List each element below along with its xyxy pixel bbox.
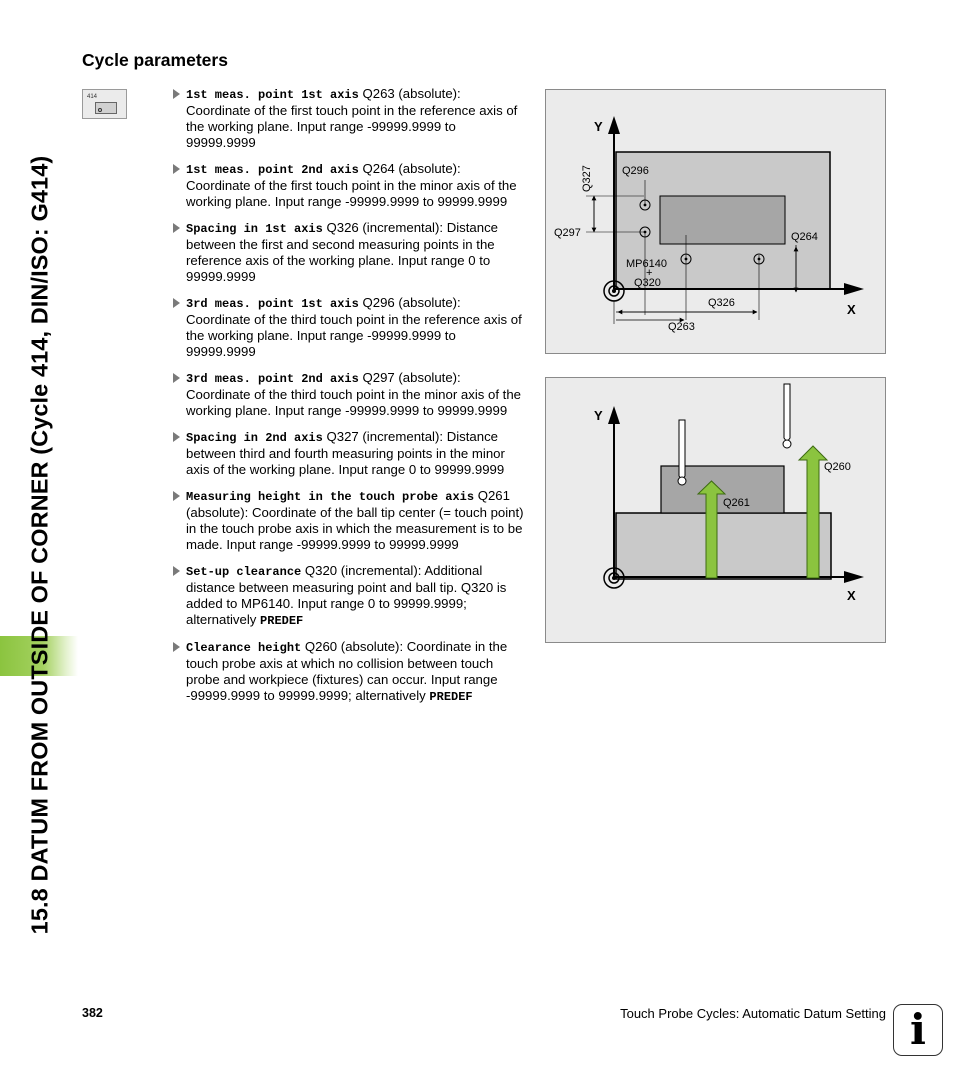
figure-side-view-drawing [546, 378, 887, 644]
workpiece-inner-step [660, 196, 785, 244]
bullet-arrow-icon [173, 164, 180, 174]
figure-top-view [545, 89, 886, 354]
cycle-414-softkey-icon [82, 89, 127, 119]
mp6140-label: MP6140 [626, 258, 667, 270]
param-q297: 3rd meas. point 2nd axis Q297 (absolute): Coordinate of the third touch point in the minor axis of the working plane. Input range -99999.9999 to 99999.9999 [172, 370, 526, 419]
figure-side-view [545, 377, 886, 643]
x-axis-arrowhead-icon [844, 571, 864, 583]
probe-stylus-clearance-icon [784, 384, 790, 442]
bullet-arrow-icon [173, 642, 180, 652]
footer-chapter-text: Touch Probe Cycles: Automatic Datum Setting [620, 1006, 886, 1021]
softkey-label: 414 [87, 94, 98, 100]
y-axis-label: Y [594, 119, 603, 134]
bullet-arrow-icon [173, 566, 180, 576]
x-axis-arrowhead-icon [844, 283, 864, 295]
q327-label: Q327 [581, 165, 593, 192]
info-icon [893, 1004, 943, 1056]
param-q327: Spacing in 2nd axis Q327 (incremental): Distance between third and fourth measuring points in the minor axis of the working plane. Input range 0 to 99999.9999 [172, 429, 526, 478]
param-q260: Clearance height Q260 (absolute): Coordinate in the touch probe axis at which no collision between touch probe and workpiece (fixtures) can occur. Input range -99999.9999 to 99999.9999; alternatively PREDEF [172, 639, 526, 705]
bullet-arrow-icon [173, 491, 180, 501]
softkey-workpiece-icon [95, 102, 117, 114]
bullet-arrow-icon [173, 89, 180, 99]
q326-label: Q326 [708, 297, 735, 309]
section-heading: Cycle parameters [82, 50, 228, 70]
param-q296: 3rd meas. point 1st axis Q296 (absolute): Coordinate of the third touch point in the reference axis of the working plane. Input range -99999.9999 to 99999.9999 [172, 295, 526, 360]
q264-label: Q264 [791, 231, 818, 243]
side-chapter-title: 15.8 DATUM FROM OUTSIDE OF CORNER (Cycle 414, DIN/ISO: G414) [26, 155, 53, 935]
info-glyph: i [910, 1005, 926, 1054]
x-axis-label: X [847, 302, 856, 317]
param-q261: Measuring height in the touch probe axis Q261 (absolute): Coordinate of the ball tip center (= touch point) in the touch probe axis in which the measurement is to be made. Input range -99999.9999 to 99999.9999 [172, 488, 526, 553]
param-q326: Spacing in 1st axis Q326 (incremental): Distance between the first and second measuring points in the reference axis of the working plane. Input range 0 to 99999.9999 [172, 220, 526, 285]
param-q264: 1st meas. point 2nd axis Q264 (absolute): Coordinate of the first touch point in the minor axis of the working plane. Input range -99999.9999 to 99999.9999 [172, 161, 526, 210]
plus-label: + [646, 267, 653, 279]
q320-label: Q320 [634, 277, 661, 289]
q263-label: Q263 [668, 321, 695, 333]
x-axis-label: X [847, 588, 856, 603]
workpiece-base [616, 513, 831, 579]
probe-stylus-measuring-icon [679, 420, 685, 480]
q296-label: Q296 [622, 165, 649, 177]
q297-label: Q297 [554, 227, 581, 239]
bullet-arrow-icon [173, 432, 180, 442]
y-axis-arrowhead-icon [608, 116, 620, 134]
page-number: 382 [82, 1006, 103, 1020]
bullet-arrow-icon [173, 298, 180, 308]
bullet-arrow-icon [173, 223, 180, 233]
q261-label: Q261 [723, 497, 750, 509]
param-q320: Set-up clearance Q320 (incremental): Additional distance between measuring point and ball tip. Q320 is added to MP6140. Input range 0 to 99999.9999; alternatively PREDEF [172, 563, 526, 629]
parameter-list [172, 86, 526, 715]
figure-top-view-drawing [546, 90, 887, 355]
y-axis-arrowhead-icon [608, 406, 620, 424]
bullet-arrow-icon [173, 373, 180, 383]
y-axis-label: Y [594, 408, 603, 423]
q260-label: Q260 [824, 461, 851, 473]
side-tab [0, 0, 78, 1091]
param-q263: 1st meas. point 1st axis Q263 (absolute): Coordinate of the first touch point in the reference axis of the working plane. Input range -99999.9999 to 99999.9999 [172, 86, 526, 151]
